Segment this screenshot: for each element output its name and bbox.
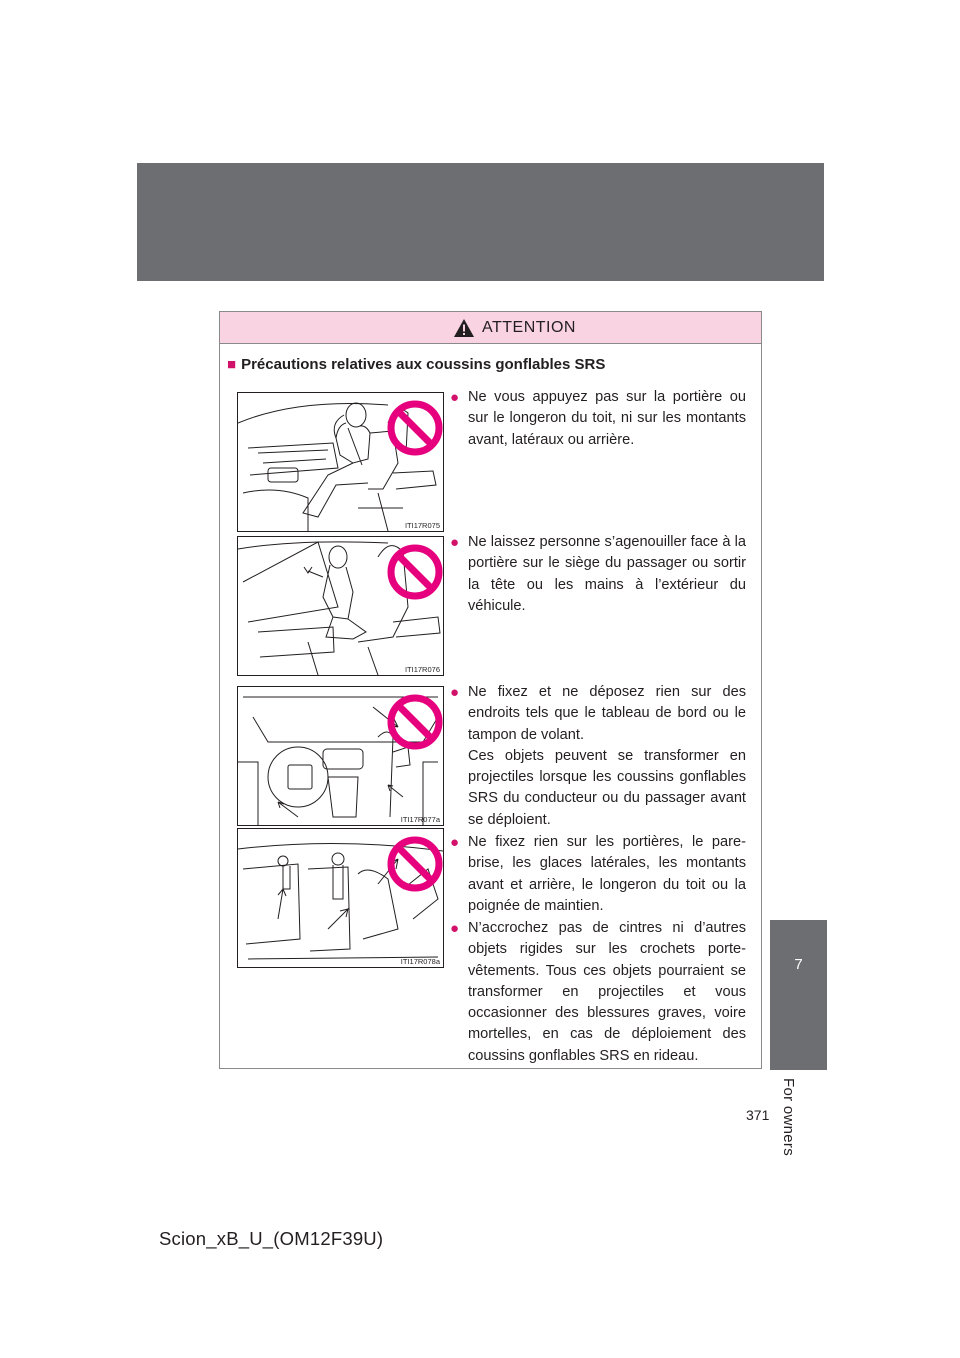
illustration-code: ITI17R078a (400, 957, 440, 966)
bullet-text: Ne fixez et ne déposez rien sur des endroits tels que le tableau de bord ou le tampon de volant. (468, 684, 746, 743)
illustration-code: ITI17R076 (404, 665, 440, 674)
prohibition-icon (385, 542, 444, 602)
bullet-marker: ● (450, 684, 460, 701)
bullet-item (450, 682, 746, 831)
page-number: 371 (746, 1107, 770, 1123)
bullet-text: Ne fixez rien sur les portières, le pare-brise, les glaces latérales, les montants avant et arrière, le longeron du toit ou la poignée de maintien. (468, 834, 746, 914)
bullet-item (450, 387, 746, 451)
warning-title: ATTENTION (482, 319, 576, 336)
bullet-marker: ● (450, 534, 460, 551)
bullet-marker: ● (450, 389, 460, 406)
illustration-code: ITI17R075 (404, 521, 440, 530)
chapter-tab (770, 920, 827, 1070)
illustration-code: ITI17R077a (400, 815, 440, 824)
prohibition-icon (385, 398, 444, 458)
chapter-number: 7 (794, 956, 803, 973)
bullet-item (450, 532, 746, 617)
footer-model-code: Scion_xB_U_(OM12F39U) (159, 1228, 384, 1249)
warning-triangle-icon (453, 318, 475, 338)
bullet-marker: ● (450, 920, 460, 937)
bullet-text: N’accrochez pas de cintres ni d’autres objets rigides sur les crochets porte-vêtements. Tous ces objets pourraient se transformer en projectiles et vous occasionner des blessures graves, voire mortelles, en cas de déploiement des coussins gonflables SRS en rideau. (468, 920, 746, 1064)
bullet-marker: ● (450, 834, 460, 851)
bullet-item (450, 832, 746, 917)
bullet-item (450, 918, 746, 1067)
section-title (227, 356, 605, 373)
chapter-label: For owners (780, 1078, 797, 1157)
illustration-kneeling-on-seat (237, 536, 444, 676)
illustration-dashboard-objects (237, 686, 444, 826)
warning-header (220, 312, 761, 344)
prohibition-icon (385, 692, 444, 752)
prohibition-icon (385, 834, 444, 894)
illustration-interior-objects (237, 828, 444, 968)
header-band (137, 163, 824, 281)
section-title-text: Précautions relatives aux coussins gonflables SRS (241, 356, 606, 373)
illustration-leaning-on-door (237, 392, 444, 532)
section-bullet: ■ (227, 356, 237, 373)
warning-box (219, 311, 762, 1069)
bullet-text: Ne vous appuyez pas sur la portière ou sur le longeron du toit, ni sur les montants avant, latéraux ou arrière. (468, 389, 746, 448)
bullet-text-continued: Ces objets peuvent se transformer en projectiles lorsque les coussins gonflables SRS du conducteur ou du passager avant se déploient. (468, 747, 746, 828)
bullet-text: Ne laissez personne s’agenouiller face à la portière sur le siège du passager ou sortir la tête ou les mains à l’extérieur du véhicule. (468, 534, 746, 614)
